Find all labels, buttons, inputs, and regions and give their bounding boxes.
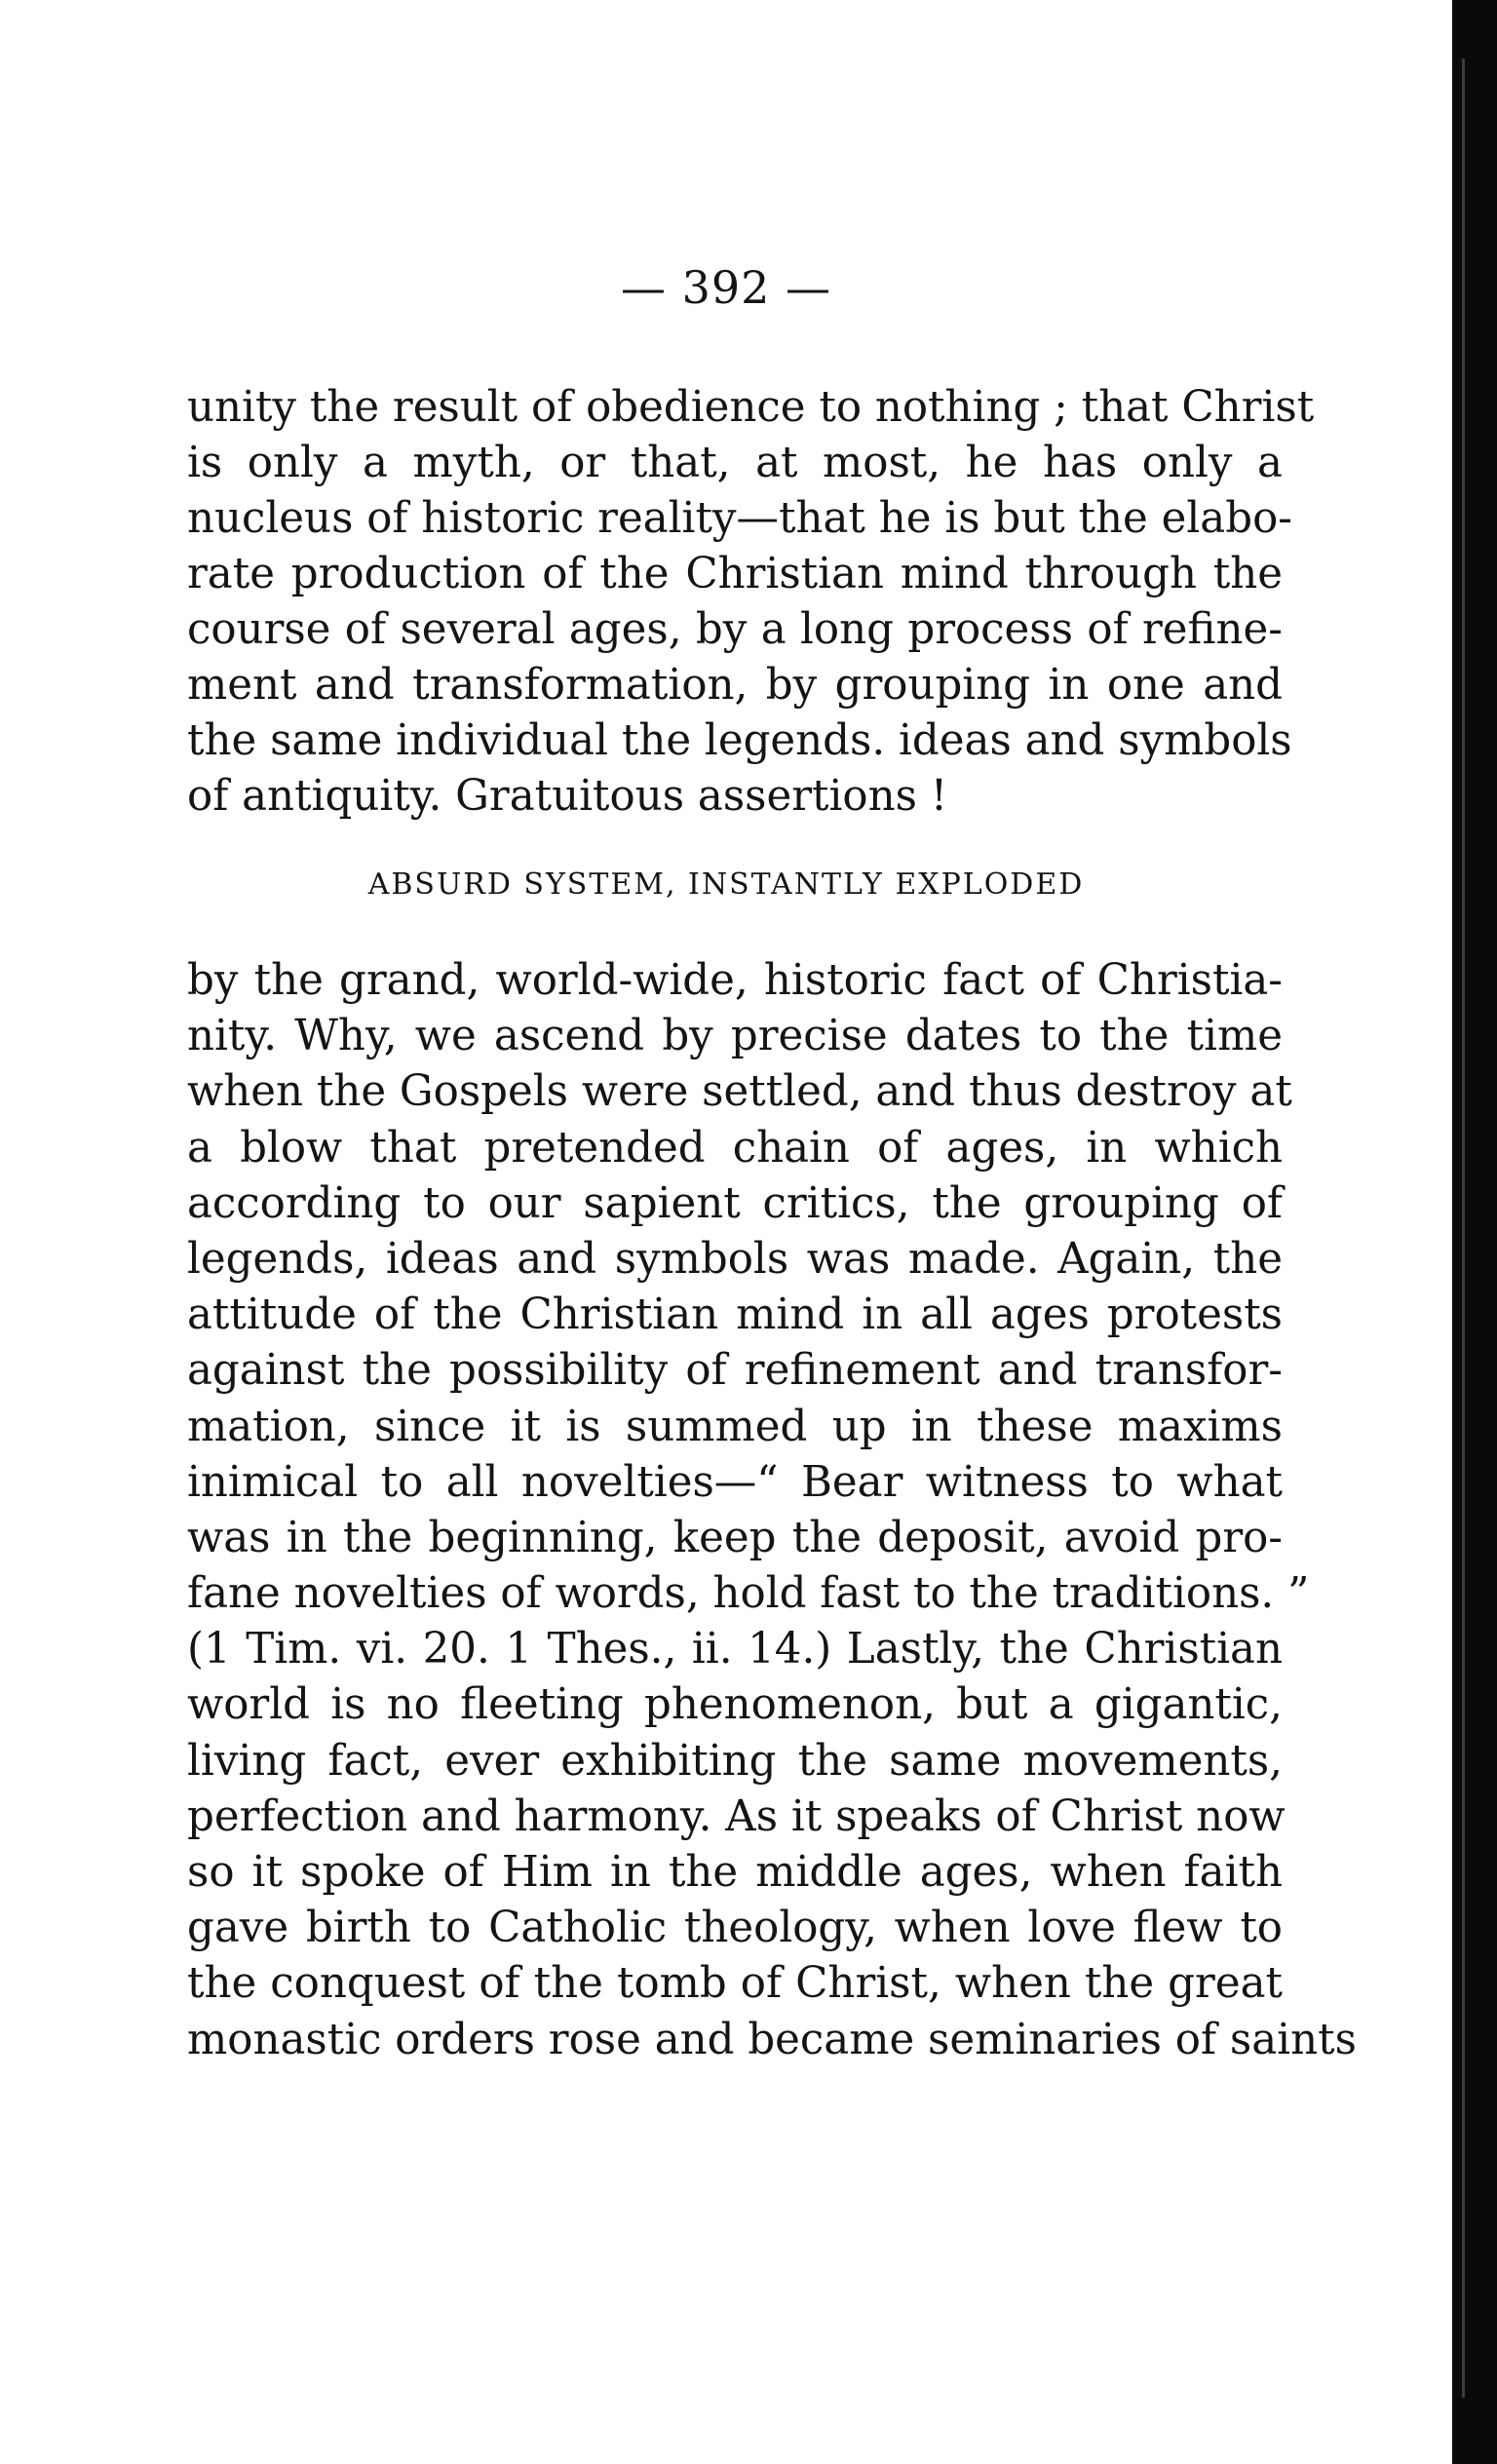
text-line: was in the beginning, keep the deposit, avoid pro- xyxy=(187,1513,1283,1562)
text-line: a blow that pretended chain of ages, in which xyxy=(187,1123,1283,1173)
text-line: living fact, ever exhibiting the same movements, xyxy=(187,1736,1283,1786)
text-line: world is no fleeting phenomenon, but a gigantic, xyxy=(187,1680,1283,1730)
text-line: rate production of the Christian mind through the xyxy=(187,550,1283,598)
text-line: legends, ideas and symbols was made. Again, the xyxy=(187,1234,1283,1284)
text-line: ment and transformation, by grouping in one and xyxy=(187,661,1283,710)
text-line: against the possibility of refinement and transfor- xyxy=(187,1346,1283,1396)
text-line: (1 Tim. vi. 20. 1 Thes., ii. 14.) Lastly, the Christian xyxy=(187,1625,1283,1675)
text-line: fane novelties of words, hold fast to the traditions. ” xyxy=(187,1569,1310,1619)
text-line: nucleus of historic reality—that he is but the elabo- xyxy=(187,494,1292,543)
text-line: nity. Why, we ascend by precise dates to the time xyxy=(187,1012,1283,1061)
text-line: mation, since it is summed up in these maxims xyxy=(187,1402,1283,1451)
section-heading: ABSURD SYSTEM, INSTANTLY EXPLODED xyxy=(367,867,1085,902)
text-line: the conquest of the tomb of Christ, when the great xyxy=(187,1959,1283,2009)
text-line: course of several ages, by a long process of refine- xyxy=(187,605,1283,654)
text-line: unity the result of obedience to nothing ; that Christ xyxy=(187,383,1315,432)
text-line: by the grand, world-wide, historic fact of Christia- xyxy=(187,956,1283,1005)
text-line: of antiquity. Gratuitous assertions ! xyxy=(187,772,948,821)
text-line: perfection and harmony. As it speaks of Christ now xyxy=(187,1791,1286,1841)
text-line: the same individual the legends. ideas and symbols xyxy=(187,716,1292,765)
page-number: — 392 — xyxy=(620,261,832,314)
text-line: monastic orders rose and became seminaries of saints xyxy=(187,2015,1357,2064)
paragraph-1 xyxy=(187,380,1315,825)
text-line: so it spoke of Him in the middle ages, when faith xyxy=(187,1848,1283,1897)
text-line: when the Gospels were settled, and thus destroy at xyxy=(187,1067,1292,1117)
text-line: inimical to all novelties—“ Bear witness to what xyxy=(187,1457,1283,1507)
text-line: according to our sapient critics, the grouping of xyxy=(187,1178,1283,1228)
text-line: gave birth to Catholic theology, when love flew to xyxy=(187,1904,1283,1953)
binding-edge-line xyxy=(1462,58,1465,2398)
paragraph-2 xyxy=(187,953,1357,2068)
text-line: attitude of the Christian mind in all ages protests xyxy=(187,1290,1283,1340)
text-line: is only a myth, or that, at most, he has only a xyxy=(187,439,1283,487)
scan-edge xyxy=(1452,0,1497,2464)
